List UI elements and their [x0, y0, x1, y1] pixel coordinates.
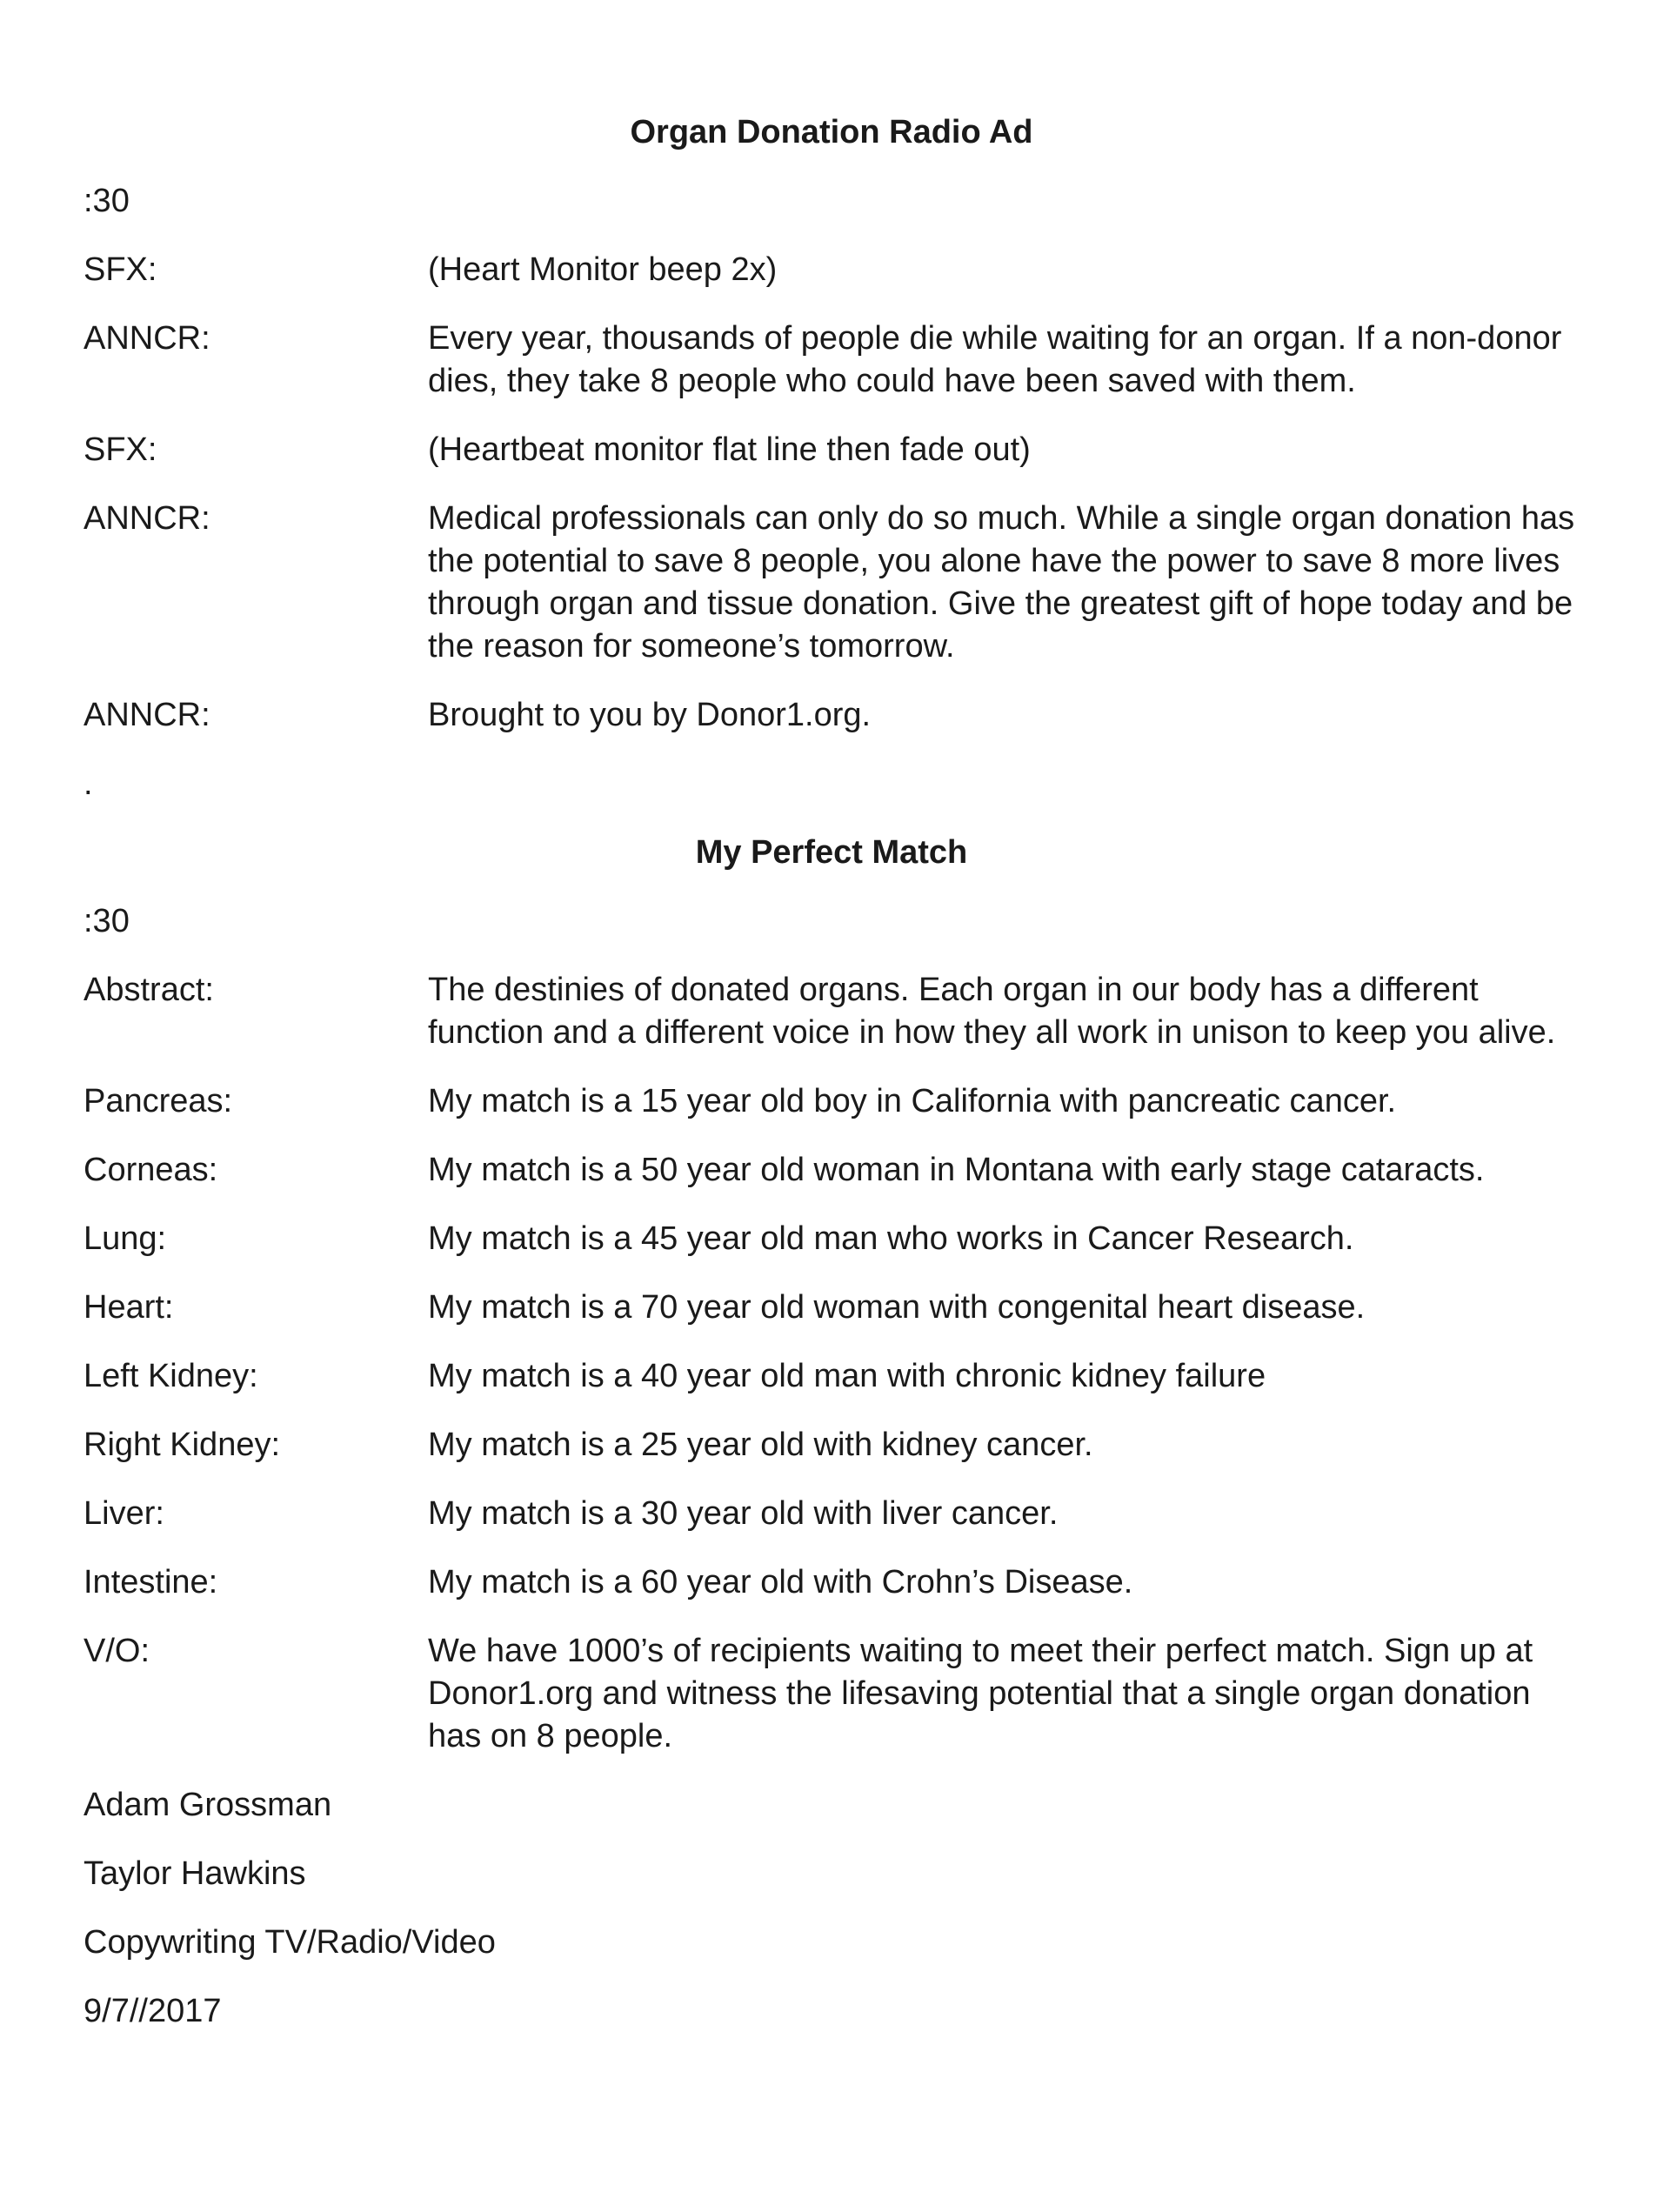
credit-author: Adam Grossman	[84, 1787, 332, 1823]
script-row	[84, 1424, 1580, 1467]
ad2-title: My Perfect Match	[695, 834, 968, 871]
speaker-label: V/O:	[84, 1633, 150, 1669]
script-text: We have 1000’s of recipients waiting to meet their perfect match. Sign up at Donor1.org and witness the lifesaving potential that a single organ donation has on 8 people.	[428, 1633, 1533, 1754]
speaker-label: ANNCR:	[84, 697, 210, 733]
script-row	[84, 429, 1580, 471]
credit-author: Taylor Hawkins	[84, 1855, 306, 1892]
script-text: My match is a 45 year old man who works in Cancer Research.	[428, 1220, 1354, 1257]
script-row	[84, 249, 1580, 291]
script-row	[84, 1493, 1580, 1535]
speaker-label: Left Kidney:	[84, 1358, 258, 1394]
script-row	[84, 1149, 1580, 1192]
speaker-label: Right Kidney:	[84, 1427, 281, 1463]
script-text: My match is a 40 year old man with chronic kidney failure	[428, 1358, 1266, 1394]
ad1-title: Organ Donation Radio Ad	[630, 114, 1033, 150]
script-text: (Heartbeat monitor flat line then fade out)	[428, 431, 1031, 468]
script-row	[84, 498, 1580, 668]
speaker-label: Pancreas:	[84, 1083, 233, 1119]
script-row	[84, 1080, 1580, 1123]
script-row	[84, 317, 1580, 403]
script-row	[84, 1630, 1580, 1758]
script-text: My match is a 25 year old with kidney cancer.	[428, 1427, 1093, 1463]
credit-date: 9/7//2017	[84, 1993, 222, 2029]
document-page	[84, 111, 1580, 2059]
script-text: My match is a 60 year old with Crohn’s Disease.	[428, 1564, 1133, 1601]
speaker-label: SFX:	[84, 251, 157, 288]
script-text: My match is a 50 year old woman in Montana with early stage cataracts.	[428, 1152, 1485, 1188]
script-row	[84, 1561, 1580, 1604]
speaker-label: Intestine:	[84, 1564, 218, 1601]
script-text: (Heart Monitor beep 2x)	[428, 251, 778, 288]
credit-course: Copywriting TV/Radio/Video	[84, 1924, 496, 1961]
script-row	[84, 969, 1580, 1054]
speaker-label: SFX:	[84, 431, 157, 468]
speaker-label: Lung:	[84, 1220, 167, 1257]
speaker-label: Abstract:	[84, 972, 214, 1008]
script-text: My match is a 70 year old woman with congenital heart disease.	[428, 1289, 1366, 1326]
ad2-duration: :30	[84, 903, 130, 939]
speaker-label: ANNCR:	[84, 320, 210, 357]
speaker-label: Heart:	[84, 1289, 174, 1326]
script-row	[84, 1286, 1580, 1329]
speaker-label: Liver:	[84, 1495, 164, 1532]
script-text: My match is a 30 year old with liver cancer.	[428, 1495, 1059, 1532]
script-row	[84, 1218, 1580, 1260]
speaker-label: Corneas:	[84, 1152, 218, 1188]
speaker-label: ANNCR:	[84, 500, 210, 537]
ad1-duration: :30	[84, 183, 130, 219]
separator-dot: .	[84, 765, 93, 802]
script-row	[84, 1355, 1580, 1398]
script-row	[84, 694, 1580, 737]
script-text: The destinies of donated organs. Each organ in our body has a different function and a different voice in how they all work in unison to keep you alive.	[428, 972, 1556, 1051]
script-text: Brought to you by Donor1.org.	[428, 697, 872, 733]
script-text: Every year, thousands of people die while waiting for an organ. If a non-donor dies, they take 8 people who could have been saved with them.	[428, 320, 1562, 399]
script-text: My match is a 15 year old boy in California with pancreatic cancer.	[428, 1083, 1397, 1119]
script-text: Medical professionals can only do so much. While a single organ donation has the potential to save 8 people, you alone have the power to save 8 more lives through organ and tissue donation. Give the greatest gift of hope today and be the reason for someone’s tomorrow.	[428, 500, 1575, 665]
